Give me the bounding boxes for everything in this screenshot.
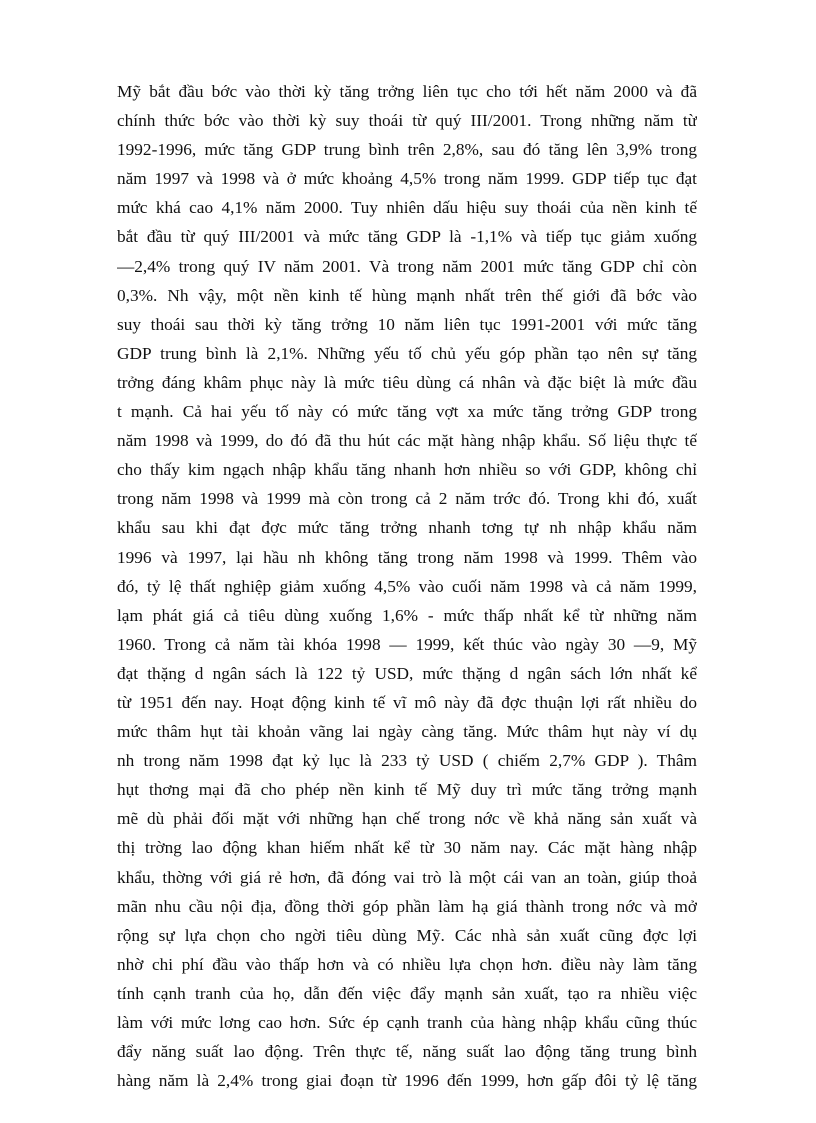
paragraph-line: mãn nhu cầu nội địa, đồng thời góp phần làm hạ giá thành trong nớc và mở	[117, 896, 697, 916]
paragraph-line: trong năm 1998 và 1999 mà còn trong cả 2 năm trớc đó. Trong khi đó, xuất	[117, 489, 697, 509]
paragraph-line: suy thoái sau thời kỳ tăng trởng 10 năm liên tục 1991-2001 với mức tăng	[117, 314, 697, 334]
paragraph-line: hụt thơng mại đã cho phép nền kinh tế Mỹ duy trì mức tăng trởng mạnh	[117, 780, 697, 800]
paragraph-line: mức khá cao 4,1% năm 2000. Tuy nhiên dấu hiệu suy thoái của nền kinh tế	[117, 198, 697, 218]
paragraph-line: lạm phát giá cả tiêu dùng xuống 1,6% - mức thấp nhất kể từ những năm	[117, 605, 697, 625]
paragraph-line: chính thức bớc vào thời kỳ suy thoái từ quý III/2001. Trong những năm từ	[117, 111, 697, 131]
paragraph-line: nh trong năm 1998 đạt kỷ lục là 233 tỷ USD ( chiếm 2,7% GDP ). Thâm	[117, 751, 697, 771]
paragraph-line: 0,3%. Nh vậy, một nền kinh tế hùng mạnh nhất trên thế giới đã bớc vào	[117, 285, 697, 305]
paragraph-line: đó, tỷ lệ thất nghiệp giảm xuống 4,5% vào cuối năm 1998 và cả năm 1999,	[117, 576, 697, 596]
paragraph-line: 1996 và 1997, lại hầu nh không tăng trong năm 1998 và 1999. Thêm vào	[117, 547, 697, 567]
paragraph-line: Mỹ bắt đầu bớc vào thời kỳ tăng trởng liên tục cho tới hết năm 2000 và đã	[117, 82, 697, 101]
paragraph-line: tính cạnh tranh của họ, dẫn đến việc đẩy mạnh sản xuất, tạo ra nhiều việc	[117, 983, 697, 1003]
paragraph-line: làm với mức lơng cao hơn. Sức ép cạnh tranh của hàng nhập khẩu cũng thúc	[117, 1013, 697, 1032]
paragraph-line: khẩu, thờng với giá rẻ hơn, đã đóng vai trò là một cái van an toàn, giúp thoả	[117, 867, 697, 887]
paragraph-line: 1992-1996, mức tăng GDP trung bình trên 2,8%, sau đó tăng lên 3,9% trong	[117, 140, 697, 160]
paragraph-line: hàng năm là 2,4% trong giai đoạn từ 1996 đến 1999, hơn gấp đôi tỷ lệ tăng	[117, 1071, 697, 1091]
document-body	[117, 77, 697, 1095]
paragraph-line: cho thấy kim ngạch nhập khẩu tăng nhanh hơn nhiều so với GDP, không chỉ	[117, 460, 697, 480]
paragraph-line: 1960. Trong cả năm tài khóa 1998 — 1999, kết thúc vào ngày 30 —9, Mỹ	[117, 634, 697, 654]
paragraph-line: từ 1951 đến nay. Hoạt động kinh tế vĩ mô này đã đợc thuận lợi rất nhiều do	[117, 692, 697, 712]
paragraph-line: t mạnh. Cả hai yếu tố này có mức tăng vợt xa mức tăng trởng GDP trong	[117, 402, 697, 422]
paragraph-line: mẽ dù phải đối mặt với những hạn chế trong nớc về khả năng sản xuất và	[117, 809, 697, 829]
paragraph-line: thị trờng lao động khan hiếm nhất kể từ 30 năm nay. Các mặt hàng nhập	[117, 838, 697, 858]
paragraph-line: năm 1997 và 1998 và ở mức khoảng 4,5% trong năm 1999. GDP tiếp tục đạt	[117, 169, 697, 189]
paragraph-line: mức thâm hụt tài khoản vãng lai ngày càng tăng. Mức thâm hụt này ví dụ	[117, 722, 697, 742]
paragraph-line: đạt thặng d ngân sách là 122 tỷ USD, mức thặng d ngân sách lớn nhất kể	[117, 663, 697, 683]
paragraph-line: —2,4% trong quý IV năm 2001. Và trong năm 2001 mức tăng GDP chỉ còn	[117, 256, 697, 276]
paragraph-line: nhờ chi phí đầu vào thấp hơn và có nhiều lựa chọn hơn. điều này làm tăng	[117, 954, 697, 974]
paragraph-line: GDP trung bình là 2,1%. Những yếu tố chủ yếu góp phần tạo nên sự tăng	[117, 343, 697, 363]
paragraph-line: năm 1998 và 1999, do đó đã thu hút các mặt hàng nhập khẩu. Số liệu thực tế	[117, 431, 697, 451]
paragraph-line: khẩu sau khi đạt đợc mức tăng trởng nhanh tơng tự nh nhập khẩu năm	[117, 518, 697, 538]
paragraph-line: bắt đầu từ quý III/2001 và mức tăng GDP là -1,1% và tiếp tục giảm xuống	[117, 227, 697, 247]
paragraph-line: trởng đáng khâm phục này là mức tiêu dùng cá nhân và đặc biệt là mức đầu	[117, 372, 697, 392]
paragraph-line: rộng sự lựa chọn cho ngời tiêu dùng Mỹ. Các nhà sản xuất cũng đợc lợi	[117, 925, 697, 945]
paragraph-line: đẩy năng suất lao động. Trên thực tế, năng suất lao động tăng trung bình	[117, 1042, 697, 1062]
